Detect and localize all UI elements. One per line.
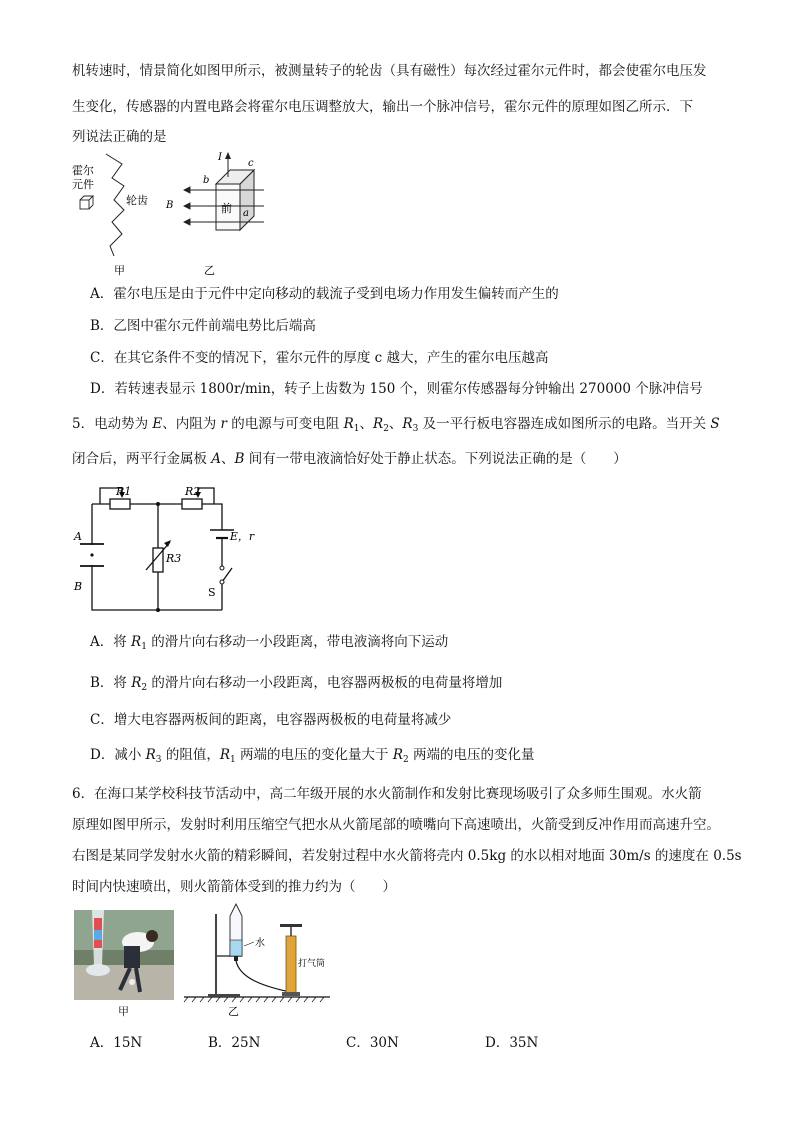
- q4-option-b: B．乙图中霍尔元件前端电势比后端高: [90, 318, 316, 334]
- q4-stem-line-3: 列说法正确的是: [72, 129, 167, 145]
- label-r2: R2: [185, 485, 201, 498]
- gear-teeth-outline: [106, 154, 124, 256]
- q4-option-c: C．在其它条件不变的情况下，霍尔元件的厚度 c 越大，产生的霍尔电压越高: [90, 350, 549, 366]
- q4-option-a: A．霍尔电压是由于元件中定向移动的载流子受到电场力作用发生偏转而产生的: [90, 286, 559, 302]
- label-plate-a: A: [74, 530, 82, 543]
- q5-option-d: D．减小 $R_3$ 的阻值，$R_1$ 两端的电压的变化量大于 $R_2$ 两端的电压的变化量: [90, 747, 535, 765]
- q6-option-c: C．30N: [346, 1035, 399, 1051]
- q6-option-a: A．15N: [90, 1035, 143, 1051]
- charged-droplet: [90, 553, 93, 556]
- label-c: c: [248, 158, 254, 169]
- label-B: B: [166, 200, 174, 211]
- tooth-label: 轮齿: [126, 194, 148, 207]
- q5-option-a: A．将 $R_1$ 的滑片向右移动一小段距离，带电液滴将向下运动: [90, 634, 449, 652]
- water-label: 水: [255, 938, 265, 949]
- label-r3: R3: [166, 552, 182, 565]
- label-I: I: [218, 152, 222, 163]
- label-r1: R1: [116, 485, 132, 498]
- q6-stem-line-1: 6．在海口某学校科技节活动中，高二年级开展的水火箭制作和发射比赛现场吸引了众多师生围观。水火箭: [72, 786, 702, 802]
- pump-label: 打气筒: [298, 959, 326, 969]
- r2-resistor: [182, 499, 202, 509]
- q4-option-d: D．若转速表显示 1800r/min，转子上齿数为 150 个，则霍尔传感器每分钟输出 270000 个脉冲信号: [90, 381, 703, 397]
- caption-jia: 甲: [114, 264, 125, 277]
- hall-element-icon: [80, 196, 93, 209]
- label-er: E，r: [229, 530, 255, 543]
- caption-jia-q6: 甲: [118, 1005, 129, 1018]
- q6-option-d: D．35N: [485, 1035, 539, 1051]
- q5-option-b: B．将 $R_2$ 的滑片向右移动一小段距离，电容器两极板的电荷量将增加: [90, 675, 503, 693]
- label-b: b: [203, 175, 210, 186]
- q6-stem-line-4: 时间内快速喷出，则火箭箭体受到的推力约为（ ）: [72, 879, 396, 895]
- q4-figure: [68, 150, 278, 280]
- front-label: 前: [221, 202, 232, 215]
- label-switch: S: [208, 586, 216, 599]
- caption-yi: 乙: [204, 264, 215, 277]
- q5-stem-line-1: 5．电动势为 E、内阻为 r 的电源与可变电阻 $R_1$、$R_2$、$R_3$ 及一平行板电容器连成如图所示的电路。当开关 S: [72, 416, 720, 434]
- hall-label-2: 元件: [72, 178, 94, 191]
- label-a: a: [243, 208, 249, 219]
- hall-block: [216, 170, 254, 230]
- caption-yi-q6: 乙: [228, 1005, 239, 1018]
- q4-stem-line-2: 生变化，传感器的内置电路会将霍尔电压调整放大，输出一个脉冲信号，霍尔元件的原理如图乙所示．下: [72, 99, 693, 115]
- r1-resistor: [110, 499, 130, 509]
- q5-stem-line-2: 闭合后，两平行金属板 A、B 间有一带电液滴恰好处于静止状态。下列说法正确的是（ ）: [72, 451, 627, 467]
- hall-label-1: 霍尔: [72, 164, 94, 177]
- q6-stem-line-3: 右图是某同学发射水火箭的精彩瞬间，若发射过程中水火箭将壳内 0.5kg 的水以相对地面 30m/s 的速度在 0.5s: [72, 848, 742, 864]
- label-plate-b: B: [74, 580, 83, 593]
- water-rocket-diagram: [182, 900, 332, 1020]
- q6-stem-line-2: 原理如图甲所示，发射时利用压缩空气把水从火箭尾部的喷嘴向下高速喷出，火箭受到反冲作用而高速升空。: [72, 817, 720, 833]
- q5-option-c: C．增大电容器两板间的距离，电容器两极板的电荷量将减少: [90, 712, 452, 728]
- q4-stem-line-1: 机转速时，情景简化如图甲所示，被测量转子的轮齿（具有磁性）每次经过霍尔元件时，都会使霍尔电压发: [72, 63, 707, 79]
- rocket-launch-photo: [74, 910, 174, 1000]
- q6-option-b: B．25N: [208, 1035, 261, 1051]
- q5-circuit-diagram: [70, 478, 255, 618]
